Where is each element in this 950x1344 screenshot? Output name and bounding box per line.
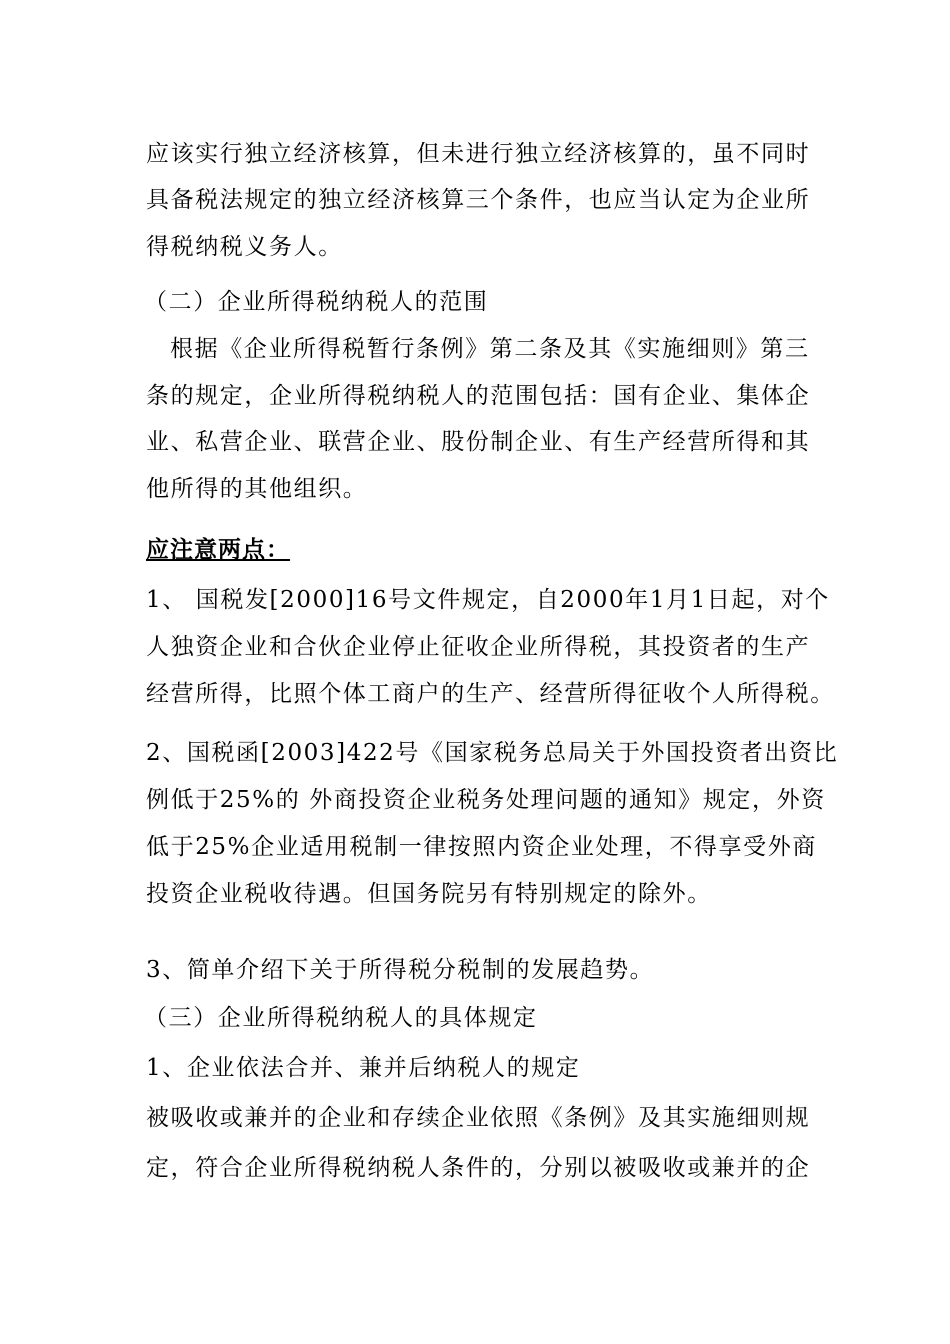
paragraph-line: 投资企业税收待遇。但国务院另有特别规定的除外。: [146, 881, 712, 907]
paragraph-line: 得税纳税义务人。: [146, 234, 343, 260]
paragraph-line: 根据《企业所得税暂行条例》第二条及其《实施细则》第三: [170, 336, 810, 362]
section-heading: （二）企业所得税纳税人的范围: [144, 289, 489, 315]
paragraph-line: 条的规定，企业所得税纳税人的范围包括：国有企业、集体企: [146, 383, 811, 409]
paragraph-line: 2、国税函[2003]422号《国家税务总局关于外国投资者出资比: [146, 740, 839, 766]
section-heading: （三）企业所得税纳税人的具体规定: [144, 1005, 538, 1031]
paragraph-line: 业、私营企业、联营企业、股份制企业、有生产经营所得和其: [146, 429, 811, 455]
paragraph-line: 定，符合企业所得税纳税人条件的，分别以被吸收或兼并的企: [146, 1155, 811, 1181]
paragraph-line: 例低于25%的 外商投资企业税务处理问题的通知》规定，外资: [146, 787, 826, 813]
paragraph-line: 3、简单介绍下关于所得税分税制的发展趋势。: [146, 957, 655, 983]
paragraph-line: 具备税法规定的独立经济核算三个条件，也应当认定为企业所: [146, 187, 811, 213]
paragraph-line: 低于25%企业适用税制一律按照内资企业处理，不得享受外商: [146, 834, 817, 860]
paragraph-line: 人独资企业和合伙企业停止征收企业所得税，其投资者的生产: [146, 634, 811, 660]
paragraph-line: 他所得的其他组织。: [146, 476, 368, 502]
paragraph-line: 1、 国税发[2000]16号文件规定，自2000年1月1日起，对个: [146, 587, 830, 613]
subheading-attention: 应注意两点：: [146, 536, 290, 563]
paragraph-line: 应该实行独立经济核算，但未进行独立经济核算的，虽不同时: [146, 141, 811, 167]
paragraph-line: 经营所得，比照个体工商户的生产、经营所得征收个人所得税。: [146, 681, 835, 707]
paragraph-line: 1、企业依法合并、兼并后纳税人的规定: [146, 1055, 581, 1081]
paragraph-line: 被吸收或兼并的企业和存续企业依照《条例》及其实施细则规: [146, 1105, 811, 1131]
